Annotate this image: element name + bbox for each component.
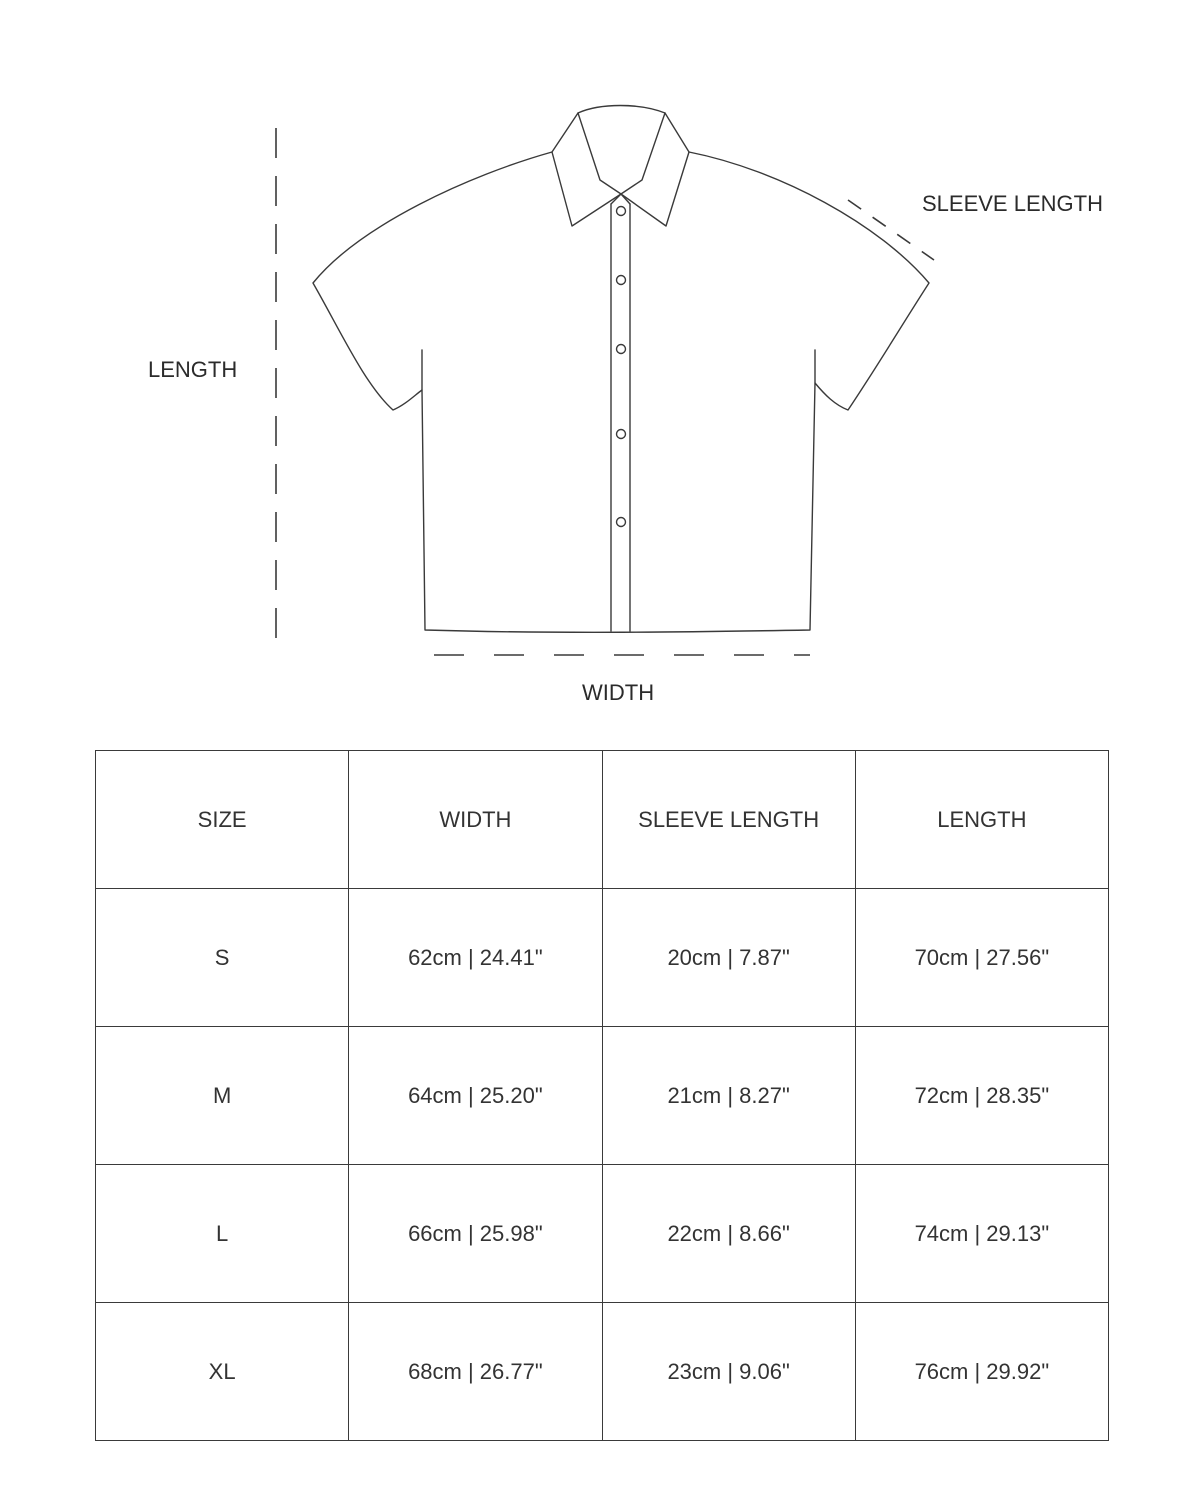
length-label: LENGTH xyxy=(148,357,238,382)
cell-width: 68cm | 26.77" xyxy=(349,1303,602,1441)
button-4 xyxy=(617,430,626,439)
cell-width: 66cm | 25.98" xyxy=(349,1165,602,1303)
cell-width: 62cm | 24.41" xyxy=(349,889,602,1027)
header-width: WIDTH xyxy=(349,751,602,889)
collar-back xyxy=(578,106,665,114)
sleeve-length-label: SLEEVE LENGTH xyxy=(922,191,1103,216)
cell-size: L xyxy=(96,1165,349,1303)
cell-sleeve-length: 20cm | 7.87" xyxy=(602,889,855,1027)
table-row xyxy=(96,1303,1109,1441)
button-1 xyxy=(617,207,626,216)
cell-length: 72cm | 28.35" xyxy=(855,1027,1108,1165)
button-2 xyxy=(617,276,626,285)
button-5 xyxy=(617,518,626,527)
header-sleeve-length: SLEEVE LENGTH xyxy=(602,751,855,889)
cell-sleeve-length: 23cm | 9.06" xyxy=(602,1303,855,1441)
cell-width: 64cm | 25.20" xyxy=(349,1027,602,1165)
cell-length: 70cm | 27.56" xyxy=(855,889,1108,1027)
cell-length: 74cm | 29.13" xyxy=(855,1165,1108,1303)
width-label: WIDTH xyxy=(582,680,655,705)
collar-right xyxy=(621,113,689,226)
header-size: SIZE xyxy=(96,751,349,889)
table-header-row xyxy=(96,751,1109,889)
cell-size: M xyxy=(96,1027,349,1165)
size-chart-table xyxy=(95,750,1109,1441)
header-length: LENGTH xyxy=(855,751,1108,889)
cell-size: XL xyxy=(96,1303,349,1441)
table-row xyxy=(96,1165,1109,1303)
cell-sleeve-length: 21cm | 8.27" xyxy=(602,1027,855,1165)
cell-length: 76cm | 29.92" xyxy=(855,1303,1108,1441)
cell-size: S xyxy=(96,889,349,1027)
table-row xyxy=(96,889,1109,1027)
shirt-outline xyxy=(313,152,929,632)
button-3 xyxy=(617,345,626,354)
cell-sleeve-length: 22cm | 8.66" xyxy=(602,1165,855,1303)
table-row xyxy=(96,1027,1109,1165)
